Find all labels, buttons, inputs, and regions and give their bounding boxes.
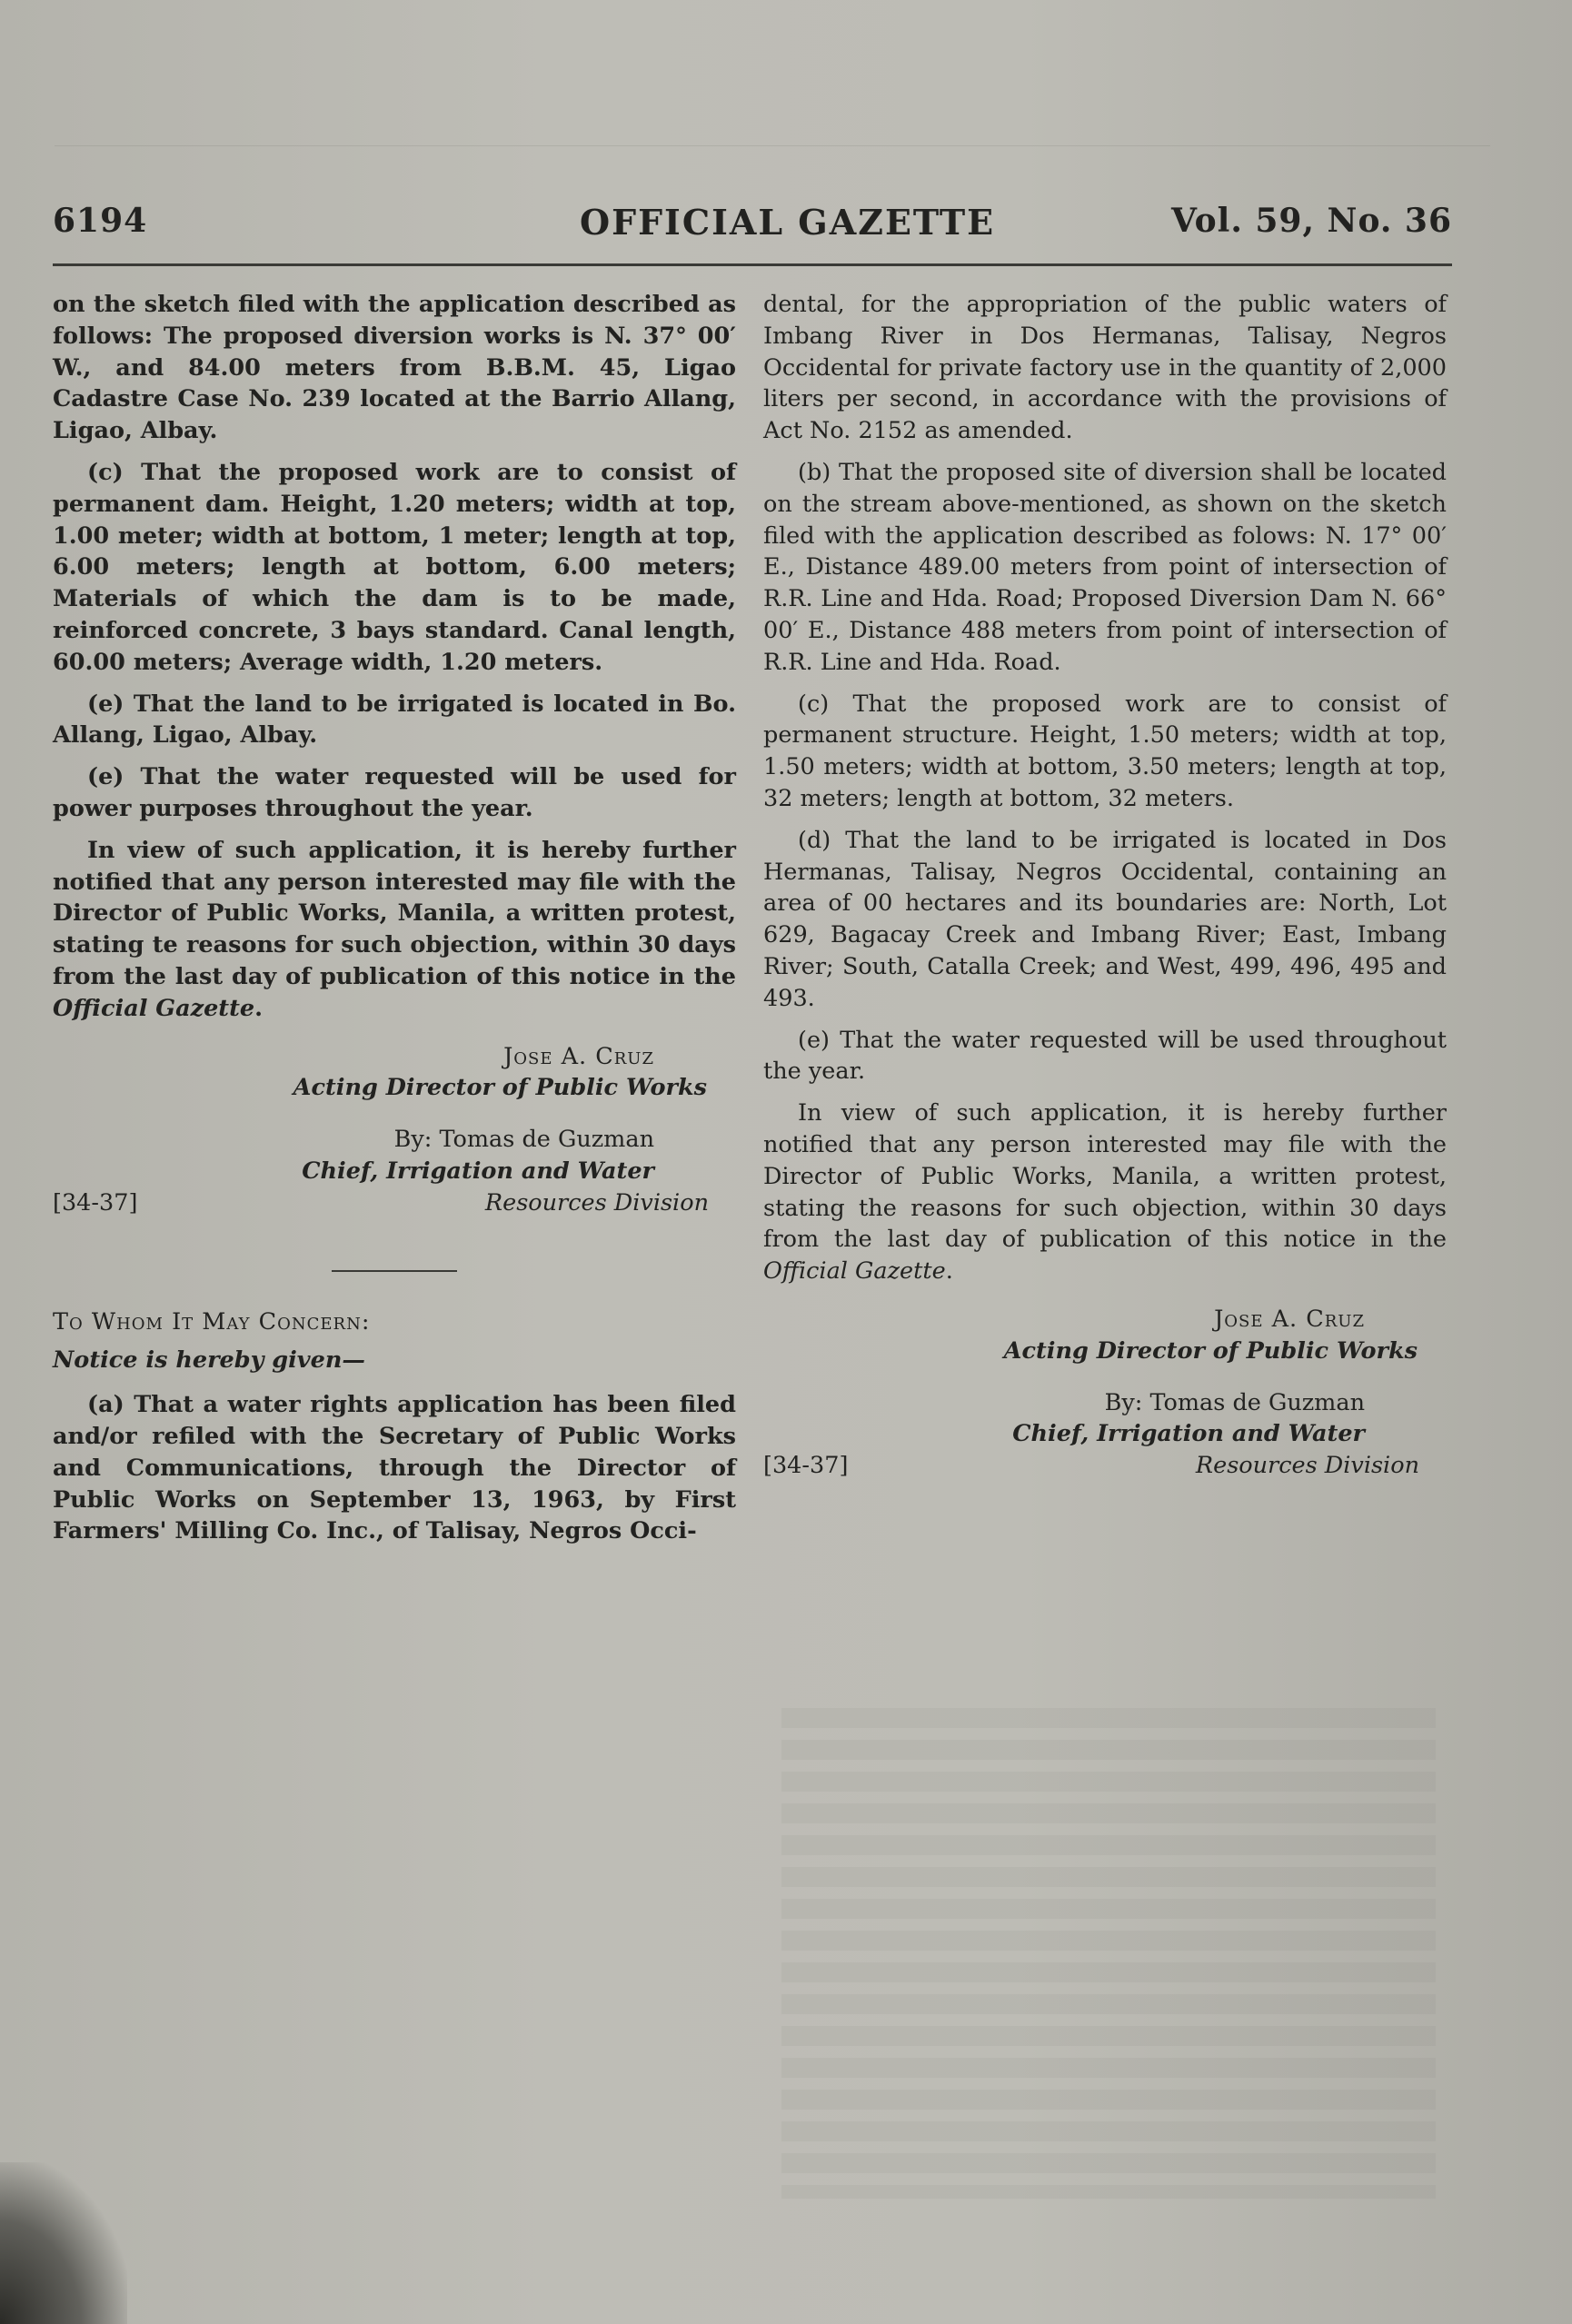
paragraph: (e) That the land to be irrigated is located in Bo. Allang, Ligao, Albay. xyxy=(53,690,736,750)
paragraph: on the sketch filed with the application described as follows: The proposed diversion works is N. 37° 00′ W., and 84.00 meters from B.B.M. 45, Ligao Cadastre Case No. 239 located at the Barrio Allang, Ligao, Albay. xyxy=(53,291,736,445)
signature-footer xyxy=(763,1450,1447,1482)
signatory-chief: Chief, Irrigation and Water xyxy=(302,1157,654,1185)
signatory-by: By: Tomas de Guzman xyxy=(393,1126,654,1154)
section-divider xyxy=(332,1270,457,1272)
division-name: Resources Division xyxy=(484,1188,709,1217)
paragraph-text: In view of such application, it is hereby further notified that any person interested may file with the Director of Public Works, Manila, a written protest, stating the reasons for such objection, within 30 days from the last day of publication of this notice in the xyxy=(763,1099,1447,1254)
notice-reference: [34-37] xyxy=(53,1188,138,1217)
signatory-title: Acting Director of Public Works xyxy=(1003,1336,1418,1365)
right-column xyxy=(763,289,1447,1482)
paragraph: (c) That the proposed work are to consist of permanent dam. Height, 1.20 meters; width at top, 1.00 meter; width at bottom, 1 meter; length at top, 6.00 meters; length at bottom, 6.00 meters; Materials of which the dam is to be made, reinforced concrete, 3 bays standard. Canal length, 60.00 meters; Average width, 1.20 meters. xyxy=(53,458,736,676)
signature-footer xyxy=(53,1187,736,1219)
page-header xyxy=(53,202,1452,256)
signatory-title: Acting Director of Public Works xyxy=(293,1074,707,1102)
left-column xyxy=(53,289,736,1557)
division-name: Resources Division xyxy=(1195,1452,1419,1480)
signatory-name: Jose A. Cruz xyxy=(1214,1305,1365,1333)
salutation: To Whom It May Concern: xyxy=(53,1307,371,1336)
signature-block xyxy=(53,1041,736,1219)
notice-reference: [34-37] xyxy=(763,1452,849,1480)
paragraph xyxy=(53,835,736,1025)
bleed-through-text xyxy=(781,1708,1436,2199)
paragraph: (d) That the land to be irrigated is located in Dos Hermanas, Talisay, Negros Occidental, containing an area of 00 hectares and its boundaries are: North, Lot 629, Bagacay Creek and Imbang River; East, Imbang River; South, Catalla Creek; and West, 499, 496, 495 and 493. xyxy=(763,826,1447,1012)
paragraph-end: . xyxy=(945,1257,953,1286)
volume-issue: Vol. 59, No. 36 xyxy=(1171,202,1452,240)
paragraph: (e) That the water requested will be used throughout the year. xyxy=(763,1026,1447,1086)
bleed-through-header xyxy=(55,127,1490,146)
publication-title: OFFICIAL GAZETTE xyxy=(580,202,996,243)
paragraph: dental, for the appropriation of the public waters of Imbang River in Dos Hermanas, Talisay, Negros Occidental for private factory use in the quantity of 2,000 liters per second, in accordance with the provisions of Act No. 2152 as amended. xyxy=(763,291,1447,445)
scan-shadow xyxy=(0,2162,127,2324)
notice-heading: Notice is hereby given— xyxy=(53,1346,365,1375)
paragraph: (b) That the proposed site of diversion shall be located on the stream above-mentioned, as shown on the sketch filed with the application described as folows: N. 17° 00′ E., Distance 489.00 meters from point of intersection of R.R. Line and Hda. Road; Proposed Diversion Dam N. 66° 00′ E., Distance 488 meters from point of intersection of R.R. Line and Hda. Road. xyxy=(763,458,1447,676)
paragraph-text: In view of such application, it is hereby further notified that any person interested may file with the Director of Public Works, Manila, a written protest, stating te reasons for such objection, within 30 days from the last day of publication of this notice in the xyxy=(53,836,736,990)
header-rule xyxy=(53,263,1452,266)
publication-reference: Official Gazette xyxy=(763,1257,946,1286)
page-number: 6194 xyxy=(53,202,148,240)
paragraph xyxy=(763,1097,1447,1287)
paragraph: (c) That the proposed work are to consist of permanent structure. Height, 1.50 meters; width at top, 1.50 meters; width at bottom, 3.50 meters; length at top, 32 meters; length at bottom, 32 meters. xyxy=(763,690,1447,812)
signatory-chief: Chief, Irrigation and Water xyxy=(1012,1420,1365,1448)
paragraph-end: . xyxy=(254,994,263,1022)
publication-reference: Official Gazette xyxy=(53,994,255,1022)
signature-block xyxy=(763,1304,1447,1482)
paragraph: (a) That a water rights application has been filed and/or refiled with the Secretary of Public Works and Communications, through the Director of Public Works on September 13, 1963, by First Farmers' Milling Co. Inc., of Talisay, Negros Occi- xyxy=(53,1391,736,1545)
signatory-name: Jose A. Cruz xyxy=(503,1042,654,1070)
paragraph: (e) That the water requested will be used for power purposes throughout the year. xyxy=(53,763,736,822)
signatory-by: By: Tomas de Guzman xyxy=(1104,1388,1365,1416)
